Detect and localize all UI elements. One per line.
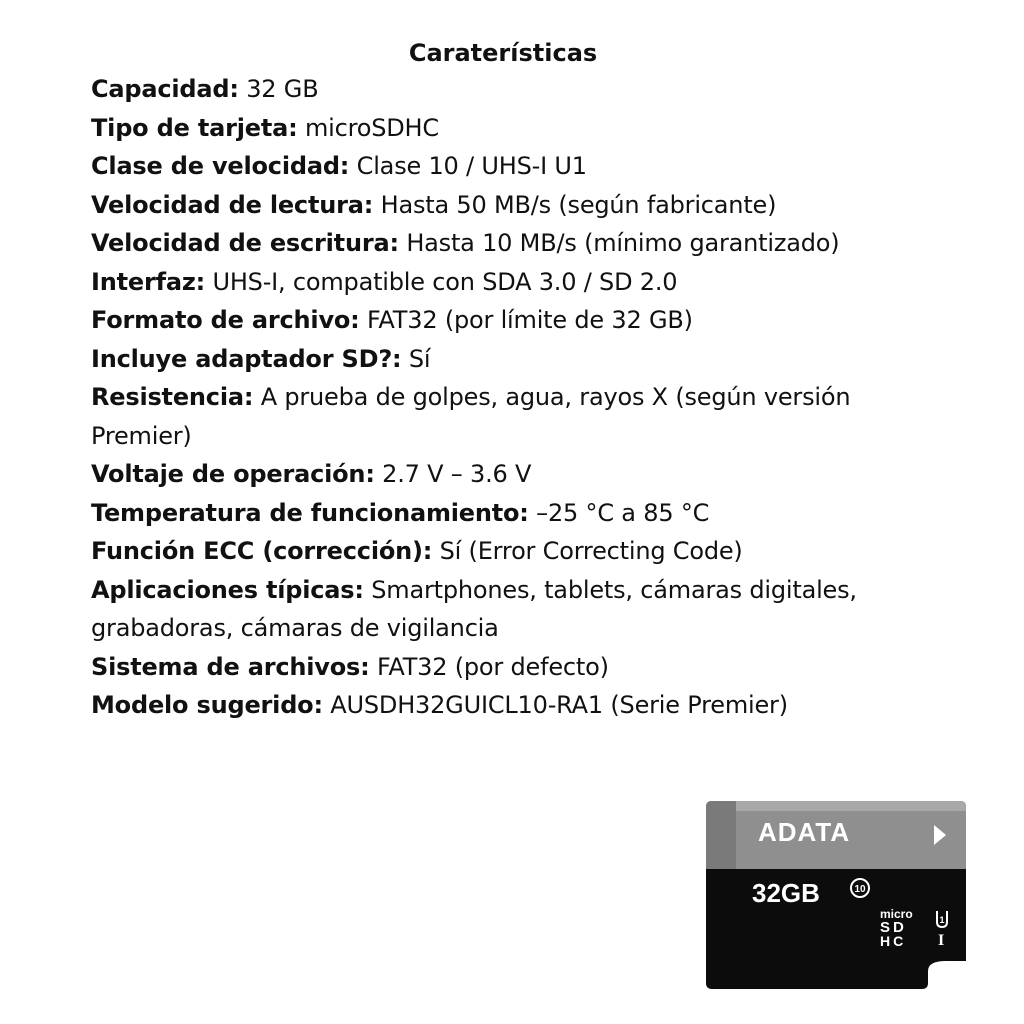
microsd-logo-bottom: HC	[880, 933, 907, 949]
uhs-bus-text: I	[938, 932, 945, 949]
spec-value: Smartphones, tablets, cámaras digitales, grabadoras, cámaras de vigilancia	[91, 575, 857, 642]
spec-label: Voltaje de operación:	[91, 460, 375, 488]
page-title: Caraterísticas	[408, 39, 598, 67]
spec-row	[91, 263, 881, 302]
spec-label: Formato de archivo:	[91, 306, 360, 334]
spec-value: Sí	[408, 344, 431, 373]
spec-label: Función ECC (corrección):	[91, 537, 433, 565]
spec-row	[91, 378, 881, 455]
card-brand-text: ADATA	[758, 817, 851, 847]
spec-label: Resistencia:	[91, 383, 254, 411]
spec-label: Temperatura de funcionamiento:	[91, 498, 529, 527]
spec-row	[91, 494, 881, 533]
spec-label: Aplicaciones típicas:	[91, 575, 364, 604]
spec-row	[91, 571, 881, 648]
spec-row	[91, 301, 881, 340]
spec-value: UHS-I, compatible con SDA 3.0 / SD 2.0	[212, 267, 678, 296]
spec-label: Interfaz:	[91, 267, 206, 296]
spec-value: microSDHC	[304, 113, 439, 142]
svg-text:1: 1	[939, 915, 945, 925]
spec-row	[91, 686, 881, 725]
spec-label: Modelo sugerido:	[91, 691, 323, 719]
spec-value: 32 GB	[246, 75, 319, 103]
spec-value: Clase 10 / UHS-I U1	[356, 152, 587, 180]
spec-list	[91, 70, 881, 725]
spec-value: AUSDH32GUICL10-RA1 (Serie Premier)	[330, 691, 788, 719]
spec-label: Capacidad:	[91, 75, 239, 103]
spec-value: A prueba de golpes, agua, rayos X (según versión Premier)	[91, 383, 851, 450]
spec-row	[91, 455, 881, 494]
spec-value: Hasta 50 MB/s (según fabricante)	[380, 190, 777, 219]
spec-value: FAT32 (por defecto)	[376, 652, 609, 681]
spec-label: Clase de velocidad:	[91, 152, 350, 180]
spec-label: Tipo de tarjeta:	[91, 113, 298, 142]
svg-text:10: 10	[854, 884, 866, 895]
card-capacity-text: 32GB	[752, 878, 820, 908]
spec-row	[91, 109, 881, 148]
spec-label: Velocidad de lectura:	[91, 190, 374, 219]
spec-row	[91, 70, 881, 109]
spec-row	[91, 648, 881, 687]
spec-value: Hasta 10 MB/s (mínimo garantizado)	[406, 229, 840, 257]
spec-label: Sistema de archivos:	[91, 652, 370, 681]
spec-row	[91, 224, 881, 263]
spec-value: –25 °C a 85 °C	[536, 498, 710, 527]
spec-row	[91, 147, 881, 186]
microsd-logo-top: micro	[880, 907, 913, 921]
spec-value: 2.7 V – 3.6 V	[382, 460, 532, 488]
spec-value: Sí (Error Correcting Code)	[439, 537, 743, 565]
spec-label: Velocidad de escritura:	[91, 229, 399, 257]
spec-row	[91, 340, 881, 379]
spec-value: FAT32 (por límite de 32 GB)	[367, 306, 693, 334]
spec-row	[91, 186, 881, 225]
microsd-card-image	[706, 801, 966, 989]
spec-row	[91, 532, 881, 571]
spec-label: Incluye adaptador SD?:	[91, 344, 402, 373]
microsd-logo-mid: SD	[880, 919, 907, 936]
